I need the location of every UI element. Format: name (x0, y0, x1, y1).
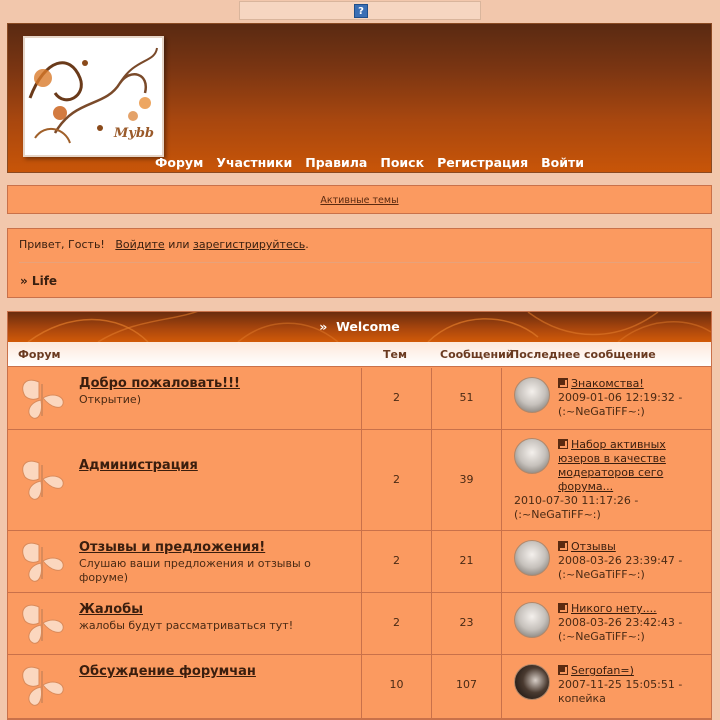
topics-count: 10 (389, 678, 404, 691)
forum-row (8, 655, 711, 719)
forum-name[interactable]: Обсуждение форумчан (79, 664, 256, 679)
last-post-title[interactable]: Набор активных юзеров в качестве модераторов сего форума... (558, 438, 666, 493)
avatar[interactable] (514, 664, 550, 700)
last-post-author[interactable]: (:~NeGaTiFF~:) (558, 568, 645, 581)
go-to-post-icon (558, 378, 568, 388)
topics-cell (361, 593, 431, 654)
last-post-title[interactable]: Знакомства! (571, 377, 644, 390)
butterfly-icon (19, 539, 65, 585)
nav-members[interactable]: Участники (216, 155, 293, 170)
or-text: или (168, 238, 190, 251)
nav-register[interactable]: Регистрация (437, 155, 529, 170)
last-post-date: 2008-03-26 23:42:43 - (558, 616, 683, 629)
butterfly-icon (19, 457, 65, 503)
topics-cell (361, 368, 431, 429)
col-forum: Форум (18, 348, 61, 361)
posts-cell (431, 593, 501, 654)
forum-row (8, 593, 711, 655)
go-to-post-icon (558, 665, 568, 675)
last-post-meta (558, 391, 708, 419)
posts-count: 23 (459, 616, 474, 629)
col-last-post: Последнее сообщение (510, 348, 656, 361)
butterfly-icon (19, 663, 65, 709)
go-to-post-icon (558, 541, 568, 551)
category-title-text: Welcome (336, 319, 400, 334)
posts-cell (431, 655, 501, 718)
register-link[interactable]: зарегистрируйтесь (193, 238, 306, 251)
period-text: . (305, 238, 309, 251)
category-title[interactable] (319, 319, 399, 334)
last-post-meta (514, 494, 704, 522)
last-post-date: 2010-07-30 11:17:26 - (514, 494, 639, 507)
forum-description: жалобы будут рассматриваться тут! (79, 619, 294, 632)
last-post-cell (501, 368, 711, 429)
last-post-meta (558, 678, 708, 706)
topics-count: 2 (393, 391, 400, 404)
posts-cell (431, 368, 501, 429)
forum-name[interactable]: Администрация (79, 458, 198, 473)
avatar[interactable] (514, 602, 550, 638)
active-topics-link[interactable]: Активные темы (320, 195, 399, 206)
last-post-date: 2009-01-06 12:19:32 - (558, 391, 683, 404)
last-post-link[interactable] (558, 664, 706, 678)
go-to-post-icon (558, 603, 568, 613)
last-post-link[interactable] (558, 540, 706, 554)
breadcrumb[interactable]: » Life (20, 274, 58, 288)
topics-cell (361, 531, 431, 592)
last-post-title[interactable]: Отзывы (571, 540, 616, 553)
forum-name[interactable]: Добро пожаловать!!! (79, 376, 240, 391)
nav-rules[interactable]: Правила (305, 155, 368, 170)
forum-table (7, 311, 712, 720)
last-post-date: 2008-03-26 23:39:47 - (558, 554, 683, 567)
go-to-post-icon (558, 439, 568, 449)
last-post-title[interactable]: Sergofan=) (571, 664, 634, 677)
last-post-link[interactable] (558, 377, 706, 391)
welcome-box (7, 228, 712, 298)
forum-row (8, 430, 711, 531)
forum-description: Открытие) (79, 393, 141, 406)
site-header (7, 23, 712, 173)
last-post-meta (558, 554, 708, 582)
butterfly-icon (19, 601, 65, 647)
nav-search[interactable]: Поиск (380, 155, 425, 170)
topics-cell (361, 655, 431, 718)
last-post-cell (501, 430, 711, 530)
nav-login[interactable]: Войти (541, 155, 584, 170)
butterfly-icon (19, 376, 65, 422)
forum-row (8, 531, 711, 593)
last-post-title[interactable]: Никого нету.... (571, 602, 657, 615)
login-link[interactable]: Войдите (115, 238, 165, 251)
posts-count: 51 (459, 391, 474, 404)
posts-cell (431, 430, 501, 530)
last-post-link[interactable] (558, 438, 706, 494)
forum-name[interactable]: Отзывы и предложения! (79, 540, 266, 555)
last-post-cell (501, 531, 711, 592)
topics-count: 2 (393, 554, 400, 567)
forum-name[interactable]: Жалобы (79, 602, 143, 617)
top-banner-bar (239, 1, 481, 20)
divider (19, 262, 700, 263)
forum-description: Слушаю ваши предложения и отзывы о форуме) (79, 557, 311, 584)
topics-count: 2 (393, 616, 400, 629)
forum-row (8, 368, 711, 430)
avatar[interactable] (514, 438, 550, 474)
double-chevron-icon: » (319, 319, 328, 334)
question-icon[interactable]: ? (354, 4, 368, 18)
last-post-meta (558, 616, 708, 644)
avatar[interactable] (514, 377, 550, 413)
col-posts: Сообщений (440, 348, 514, 361)
last-post-link[interactable] (558, 602, 706, 616)
col-topics: Тем (383, 348, 407, 361)
last-post-author[interactable]: копейка (558, 692, 606, 705)
greeting-text: Привет, Гость! (19, 238, 105, 251)
last-post-author[interactable]: (:~NeGaTiFF~:) (514, 508, 601, 521)
logo-text: Mybb (113, 126, 154, 141)
main-nav (155, 155, 597, 170)
last-post-date: 2007-11-25 15:05:51 - (558, 678, 683, 691)
last-post-author[interactable]: (:~NeGaTiFF~:) (558, 630, 645, 643)
posts-cell (431, 531, 501, 592)
greeting (19, 238, 309, 251)
posts-count: 21 (459, 554, 474, 567)
site-logo[interactable] (23, 36, 164, 157)
active-topics-bar (7, 185, 712, 214)
topics-count: 2 (393, 473, 400, 486)
category-header (8, 312, 711, 342)
posts-count: 107 (456, 678, 477, 691)
avatar[interactable] (514, 540, 550, 576)
nav-forum[interactable]: Форум (155, 155, 204, 170)
column-header (8, 342, 711, 367)
last-post-author[interactable]: (:~NeGaTiFF~:) (558, 405, 645, 418)
topics-cell (361, 430, 431, 530)
last-post-cell (501, 655, 711, 718)
posts-count: 39 (459, 473, 474, 486)
last-post-cell (501, 593, 711, 654)
